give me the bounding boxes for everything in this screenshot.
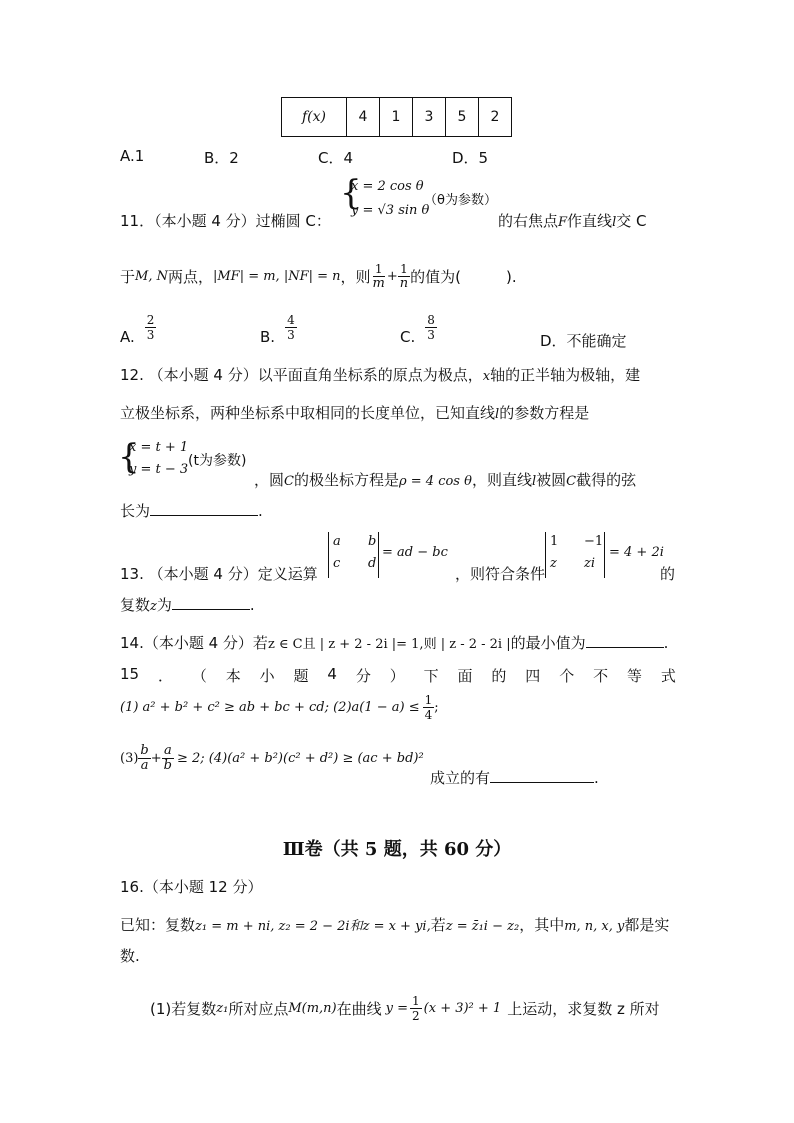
- q16-title: 16.（本小题 12 分）: [120, 878, 263, 896]
- det-rhs: = ad − bc: [382, 545, 448, 560]
- q15-char: 的: [491, 667, 507, 685]
- option-label: A.: [120, 328, 135, 346]
- table-cell: 2: [479, 98, 512, 137]
- q12-line3: [254, 469, 636, 490]
- q13-text: 为: [156, 596, 172, 614]
- q11-prefix: 11．（本小题 4 分）过椭圆 C：: [120, 212, 331, 230]
- q13-text: 复数: [120, 596, 151, 614]
- q15-char: 15: [120, 665, 140, 683]
- q15-char: 本: [225, 667, 241, 685]
- q11-text: 两点，: [167, 268, 213, 286]
- q11-eq-y: y = √3 sin θ: [351, 203, 430, 218]
- q11-frac-1n: [398, 262, 410, 291]
- q12-param: (t为参数): [188, 453, 247, 469]
- frac-num: 1: [374, 262, 383, 276]
- q15-frac-ab: [162, 744, 174, 773]
- q12-x: x: [482, 369, 491, 384]
- q11-frac-1m: [371, 262, 387, 291]
- frac-num: b: [140, 743, 149, 758]
- det-b: b: [368, 534, 377, 549]
- q11-text: 于: [120, 268, 136, 286]
- q15-ineq-text: ≥ 2; (4)(a² + b²)(c² + d²) ≥ (ac + bd)²: [176, 751, 424, 766]
- frac-num: 1: [400, 262, 408, 276]
- q16-line1: [120, 914, 669, 935]
- q11-condition: |MF| = m, |NF| = n: [212, 269, 341, 284]
- q12-line4: 长为 .: [120, 502, 263, 520]
- q12-text: 截得的弦: [576, 471, 637, 489]
- q11-line-text: 作直线: [567, 212, 613, 230]
- q16-text: 都是实: [624, 916, 670, 934]
- q16-text: 上运动，求复数 z 所对: [507, 1000, 660, 1018]
- frac-den: n: [399, 276, 409, 291]
- frac-num: 1: [424, 693, 433, 707]
- answer-blank: [490, 782, 594, 783]
- q10-option-d: D．5: [452, 149, 489, 167]
- answer-blank: [586, 647, 664, 648]
- q13-z: z: [150, 599, 157, 614]
- frac-num: 2: [146, 312, 155, 327]
- q15-char: （: [191, 667, 207, 685]
- answer-blank: [150, 515, 258, 516]
- q16-vars: m, n, x, y: [564, 919, 625, 934]
- q16-line2: 数.: [120, 947, 140, 965]
- determinant-bar: [604, 532, 605, 578]
- q12-rho: ρ = 4 cos θ: [398, 474, 472, 489]
- q14-suffix: 的最小值为: [510, 634, 586, 652]
- frac-den: 4: [424, 708, 433, 722]
- plus-sign: +: [386, 269, 398, 284]
- q11-text: ，则: [340, 268, 371, 286]
- q11-option-a: [120, 308, 156, 346]
- option-label: B.: [260, 328, 276, 346]
- q16-z1: z₁: [216, 1001, 229, 1016]
- determinant-bar: [545, 532, 546, 578]
- q13-mid: ，则符合条件: [455, 565, 546, 583]
- option-fraction: [145, 313, 157, 342]
- q15-ineq-text: ;: [434, 700, 439, 715]
- q16-curve: (x + 3)² + 1: [423, 1001, 502, 1016]
- table-cell: 5: [446, 98, 479, 137]
- q10-option-c: C．4: [318, 149, 354, 167]
- q12-C: C: [566, 474, 577, 489]
- q11-brace: {: [340, 173, 362, 213]
- q16-curve-frac: [410, 994, 422, 1023]
- frac-num: 4: [287, 312, 295, 327]
- q11-l: l: [612, 215, 617, 230]
- q14-condition: z ∈ C且 | z + 2 - 2i |= 1,则 | z - 2 - 2i |: [267, 637, 511, 652]
- q16-text: (1)若复数: [150, 1000, 217, 1018]
- table-cell: 4: [347, 98, 380, 137]
- det2-c: z: [550, 556, 557, 571]
- q12-eq-y: y = t − 3: [129, 462, 189, 477]
- q12-C: C: [284, 474, 294, 489]
- q16-point-M: M(m,n): [288, 1001, 337, 1016]
- q12-l: l: [495, 407, 500, 422]
- q10-option-a: A.1: [120, 147, 145, 165]
- q12-eq-x: x = t + 1: [129, 440, 189, 455]
- q15-frac: [423, 693, 435, 722]
- frac-den: 3: [427, 327, 435, 342]
- determinant-bar: [378, 532, 379, 578]
- q15-char: ）: [389, 667, 405, 685]
- q16-equations: z₁ = m + ni, z₂ = 2 − 2i和z = x + yi,: [195, 919, 431, 934]
- q14-line: 14.（本小题 4 分）若z ∈ C且 | z + 2 - 2i |= 1,则 | z - 2 - 2i |的最小值为 .: [120, 634, 669, 652]
- q12-text: 的参数方程是: [499, 404, 590, 422]
- q11-text: 的值为( ).: [410, 268, 517, 286]
- det2-b: −1: [584, 534, 604, 549]
- q14-prefix: 14.（本小题 4 分）若: [120, 634, 268, 652]
- q12-line1: [120, 364, 640, 385]
- table-header-fx: f(x): [282, 98, 347, 137]
- q11-line2: [120, 262, 517, 291]
- q16-curve: y =: [385, 1001, 409, 1016]
- q12-text: ，圆: [254, 471, 285, 489]
- q16-part1: [150, 994, 660, 1023]
- q12-brace: {: [118, 437, 140, 477]
- q16-text: 在曲线: [336, 1000, 382, 1018]
- answer-blank: [172, 609, 250, 610]
- frac-den: a: [140, 758, 149, 773]
- q11-option-c: [400, 308, 437, 346]
- frac-den: 2: [412, 1009, 420, 1023]
- q11-points: M, N: [135, 269, 168, 284]
- q11-F: F: [558, 215, 568, 230]
- q12-text: ，则直线: [471, 471, 532, 489]
- q15-inequalities-3-4: (3) $\frac{b}{a}$ + $\frac{a}{b}$ ≥ 2; (4)(a² + b²)(c² + d²) ≥ (ac + bd)²: [120, 743, 424, 773]
- q15-char: 下: [423, 667, 439, 685]
- q15-char: 题: [293, 667, 309, 685]
- q15-inequalities-1-2: [120, 693, 439, 722]
- frac-num: 8: [427, 312, 435, 327]
- q16-text: 若: [430, 916, 446, 934]
- q12-text: 的极坐标方程是: [293, 471, 399, 489]
- det2-d: zi: [584, 556, 596, 571]
- q12-text: 长为: [120, 502, 151, 520]
- q13-prefix: 13. （本小题 4 分）定义运算: [120, 565, 318, 583]
- q15-char: 小: [259, 667, 275, 685]
- det2-a: 1: [550, 534, 559, 549]
- q13-end: 的: [660, 565, 676, 583]
- det-a: a: [333, 534, 341, 549]
- q11-param: （θ为参数）: [424, 193, 497, 208]
- frac-num: 1: [412, 994, 420, 1008]
- frac-den: 3: [146, 327, 155, 342]
- q16-text: 已知：复数: [120, 916, 196, 934]
- det-c: c: [333, 556, 341, 571]
- q16-equation-z: z = z̄₁i − z₂: [445, 919, 520, 934]
- frac-den: 3: [287, 327, 295, 342]
- q15-char: 个: [559, 667, 575, 685]
- q15-header: [120, 665, 676, 686]
- det-d: d: [368, 556, 377, 571]
- table-cell: 1: [380, 98, 413, 137]
- table-cell: 3: [413, 98, 446, 137]
- q12-text: 12. （本小题 4 分）以平面直角坐标系的原点为极点，: [120, 366, 483, 384]
- option-fraction: [285, 313, 297, 342]
- q11-end: 交 C: [616, 212, 647, 230]
- q11-option-b: [260, 308, 297, 346]
- q15-frac-ba: [138, 744, 150, 773]
- section-title: Ⅲ卷（共 5 题，共 60 分）: [282, 839, 512, 860]
- function-value-table: [281, 97, 512, 137]
- q15-char: ．: [157, 667, 173, 685]
- q11-suffix: 的右焦点: [498, 212, 559, 230]
- q11-eq-x: x = 2 cos θ: [351, 179, 424, 194]
- det2-rhs: = 4 + 2i: [609, 545, 664, 560]
- option-label: C.: [400, 328, 416, 346]
- q12-text: 立极坐标系，两种坐标系中取相同的长度单位，已知直线: [120, 404, 496, 422]
- q12-text: 轴的正半轴为极轴，建: [490, 366, 641, 384]
- q15-ineq-text: (3): [120, 751, 139, 766]
- frac-den: m: [372, 276, 385, 291]
- q15-suffix: 成立的有: [430, 769, 491, 787]
- frac-den: b: [163, 758, 172, 773]
- q12-text: 被圆: [536, 471, 567, 489]
- q15-char: 不: [593, 667, 609, 685]
- q15-char: 4: [327, 665, 337, 683]
- q15-suffix-line: 成立的有 .: [430, 769, 599, 787]
- q16-text: 所对应点: [228, 1000, 289, 1018]
- q11-option-d: D．不能确定: [540, 332, 627, 350]
- q15-char: 式: [660, 667, 676, 685]
- option-fraction: [425, 313, 437, 342]
- frac-num: a: [163, 743, 172, 758]
- q12-l: l: [531, 474, 537, 489]
- q15-char: 四: [525, 667, 541, 685]
- q13-line2: 复数z为 .: [120, 596, 255, 614]
- q15-ineq-text: (1) a² + b² + c² ≥ ab + bc + cd; (2)a(1 − a) ≤: [120, 700, 420, 715]
- q12-line2: [120, 402, 589, 423]
- q16-text: ，其中: [519, 916, 565, 934]
- q15-char: 分: [355, 667, 371, 685]
- q15-char: 等: [626, 667, 642, 685]
- q15-char: 面: [457, 667, 473, 685]
- determinant-bar: [328, 532, 329, 578]
- q10-option-b: B．2: [204, 149, 239, 167]
